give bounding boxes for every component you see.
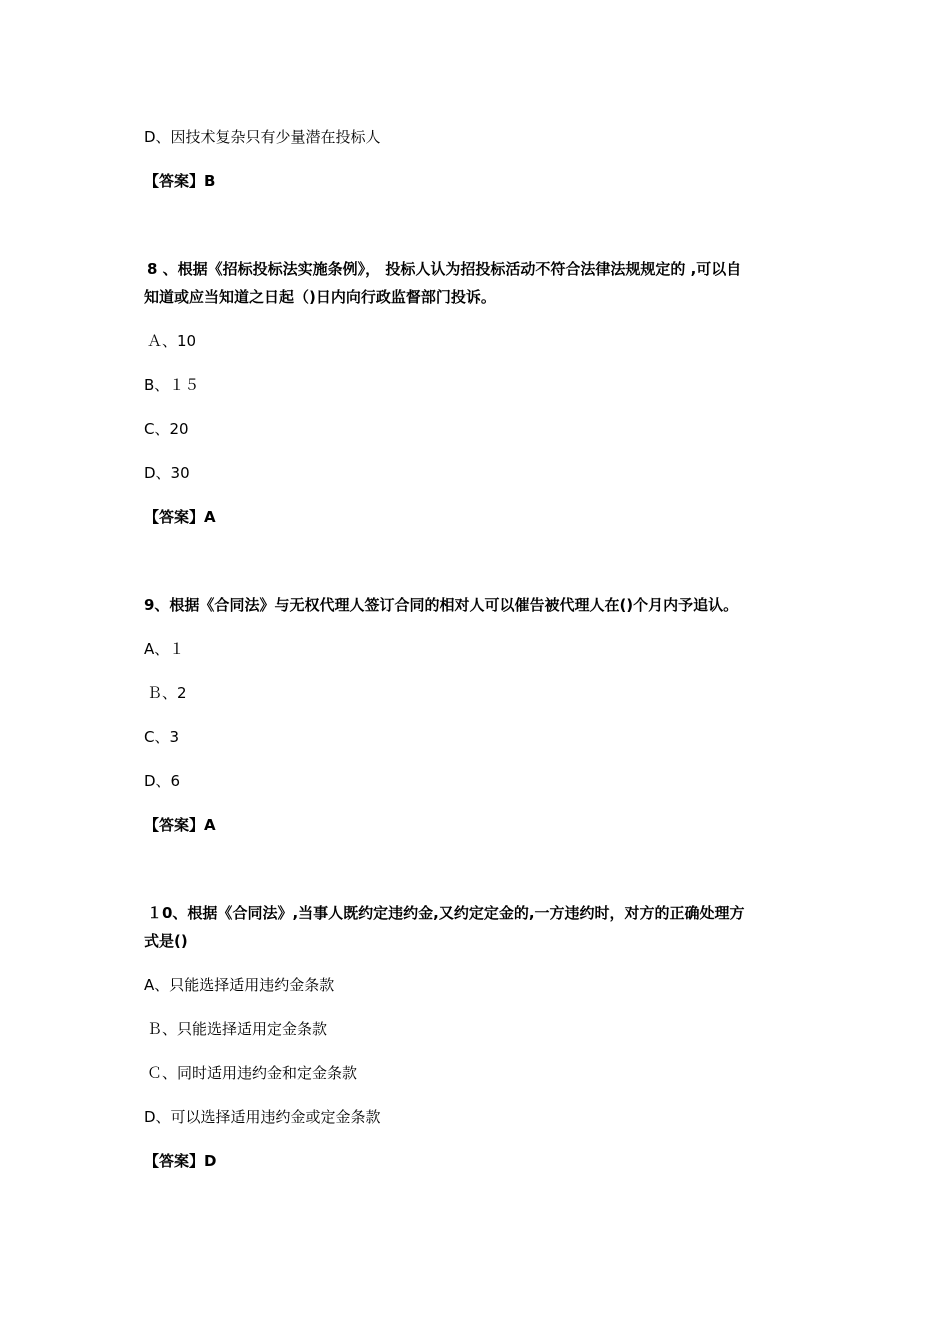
q8-stem-line1: 8 、根据《招标投标法实施条例》， 投标人认为招投标活动不符合法律法规规定的 ,可以自: [147, 260, 742, 278]
q10-option-c: Ｃ、同时适用违约金和定金条款: [147, 1064, 358, 1082]
q8-option-d: D、30: [144, 464, 190, 482]
q10-stem-line2: 式是(): [144, 932, 188, 950]
q9-option-a: A、１: [144, 640, 185, 658]
q10-option-a: A、只能选择适用违约金条款: [144, 976, 335, 994]
q10-stem-line1: １0、根据《合同法》,当事人既约定违约金,又约定定金的,一方违约时，对方的正确处理方: [147, 904, 745, 922]
prev-question-option-d: D、因技术复杂只有少量潜在投标人: [144, 128, 381, 146]
q10-option-b: Ｂ、只能选择适用定金条款: [147, 1020, 328, 1038]
q8-stem-line2: 知道或应当知道之日起（)日内向行政监督部门投诉。: [144, 288, 496, 306]
q10-answer: 【答案】D: [144, 1152, 217, 1170]
q8-answer: 【答案】A: [144, 508, 216, 526]
q9-option-b: Ｂ、2: [147, 684, 187, 702]
q8-option-a: Ａ、10: [147, 332, 197, 350]
q10-option-d: D、可以选择适用违约金或定金条款: [144, 1108, 381, 1126]
q8-option-c: C、20: [144, 420, 189, 438]
q9-stem: 9、根据《合同法》与无权代理人签订合同的相对人可以催告被代理人在()个月内予追认。: [144, 596, 739, 614]
prev-question-answer: 【答案】B: [144, 172, 216, 190]
q9-option-d: D、6: [144, 772, 181, 790]
q9-answer: 【答案】A: [144, 816, 216, 834]
q8-option-b: B、１５: [144, 376, 200, 394]
q9-option-c: C、3: [144, 728, 180, 746]
